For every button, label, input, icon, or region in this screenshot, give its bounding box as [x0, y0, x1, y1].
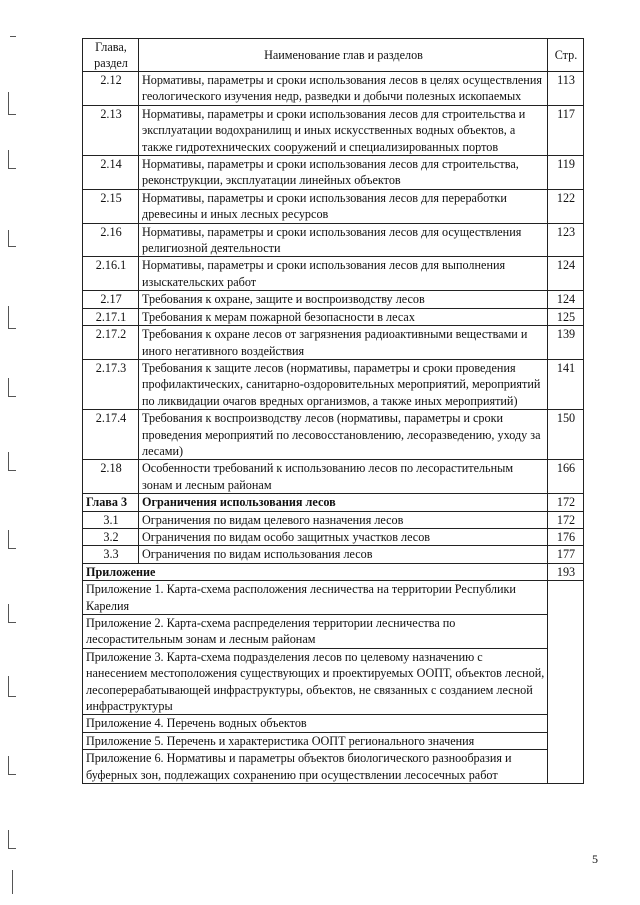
row-title: Требования к защите лесов (нормативы, параметры и сроки проведения профилактических, санитарно-оздоровительных мероприятий, мероприятий по ликвидации очагов вредных организмов, а также иных мероприятий) — [139, 359, 548, 409]
row-page: 150 — [548, 410, 584, 460]
table-row — [83, 257, 584, 291]
row-number: Глава 3 — [83, 494, 139, 511]
row-title: Требования к охране, защите и воспроизводству лесов — [139, 291, 548, 308]
scan-binding-marks — [0, 0, 30, 905]
row-title: Ограничения по видам использования лесов — [139, 546, 548, 563]
appendix-item: Приложение 2. Карта-схема распределения территории лесничества по лесорастительным зонам и лесным районам — [83, 615, 548, 649]
row-title: Нормативы, параметры и сроки использования лесов для осуществления религиозной деятельности — [139, 223, 548, 257]
page-number: 5 — [592, 852, 598, 866]
row-title: Нормативы, параметры и сроки использования лесов для переработки древесины и иных лесных ресурсов — [139, 189, 548, 223]
header-page: Стр. — [548, 39, 584, 72]
row-title: Ограничения использования лесов — [139, 494, 548, 511]
appendix-item: Приложение 6. Нормативы и параметры объектов биологического разнообразия и буферных зон, подлежащих сохранению при осуществлении лесосечных работ — [83, 750, 548, 784]
row-number: 3.2 — [83, 528, 139, 545]
row-number: 2.17.4 — [83, 410, 139, 460]
table-row — [83, 291, 584, 308]
row-page: 172 — [548, 494, 584, 511]
table-row — [83, 528, 584, 545]
table-row — [83, 156, 584, 190]
appendix-item-row — [83, 615, 584, 649]
appendix-title: Приложение — [83, 563, 548, 580]
row-number: 2.17.3 — [83, 359, 139, 409]
row-number: 2.18 — [83, 460, 139, 494]
row-title: Требования к охране лесов от загрязнения радиоактивными веществами и иного негативного воздействия — [139, 326, 548, 360]
table-row — [83, 223, 584, 257]
row-page: 172 — [548, 511, 584, 528]
row-number: 2.14 — [83, 156, 139, 190]
row-page: 177 — [548, 546, 584, 563]
appendix-title-row — [83, 563, 584, 580]
header-name: Наименование глав и разделов — [139, 39, 548, 72]
row-number: 3.1 — [83, 511, 139, 528]
row-number: 2.16.1 — [83, 257, 139, 291]
row-page: 141 — [548, 359, 584, 409]
table-row — [83, 546, 584, 563]
row-number: 2.12 — [83, 72, 139, 106]
row-title: Ограничения по видам особо защитных участков лесов — [139, 528, 548, 545]
appendix-item-row — [83, 715, 584, 732]
row-number: 2.15 — [83, 189, 139, 223]
header-row — [83, 39, 584, 72]
row-title: Нормативы, параметры и сроки использования лесов для строительства, реконструкции, эксплуатации линейных объектов — [139, 156, 548, 190]
row-page: 176 — [548, 528, 584, 545]
row-number: 2.17.2 — [83, 326, 139, 360]
appendix-item-row — [83, 750, 584, 784]
table-row — [83, 410, 584, 460]
row-title: Нормативы, параметры и сроки использования лесов для строительства и эксплуатации водохранилищ и иных искусственных водных объектов, а также гидротехнических сооружений и специализированных портов — [139, 105, 548, 155]
row-page: 125 — [548, 308, 584, 325]
row-page: 123 — [548, 223, 584, 257]
row-page: 119 — [548, 156, 584, 190]
row-number: 2.13 — [83, 105, 139, 155]
row-title: Нормативы, параметры и сроки использования лесов для выполнения изыскательских работ — [139, 257, 548, 291]
row-title: Ограничения по видам целевого назначения лесов — [139, 511, 548, 528]
appendix-item-row — [83, 732, 584, 749]
table-row — [83, 308, 584, 325]
appendix-item: Приложение 5. Перечень и характеристика ООПТ регионального значения — [83, 732, 548, 749]
table-row — [83, 494, 584, 511]
row-page: 124 — [548, 291, 584, 308]
row-title: Требования к мерам пожарной безопасности в лесах — [139, 308, 548, 325]
header-chapter: Глава, раздел — [83, 39, 139, 72]
table-row — [83, 72, 584, 106]
row-title: Требования к воспроизводству лесов (нормативы, параметры и сроки проведения мероприятий по лесовосстановлению, лесоразведению, уходу за лесами) — [139, 410, 548, 460]
appendix-page-cell — [548, 581, 584, 784]
row-page: 122 — [548, 189, 584, 223]
appendix-item: Приложение 1. Карта-схема расположения лесничества на территории Республики Карелия — [83, 581, 548, 615]
table-row — [83, 105, 584, 155]
row-page: 117 — [548, 105, 584, 155]
row-number: 2.17 — [83, 291, 139, 308]
appendix-page: 193 — [548, 563, 584, 580]
table-of-contents — [82, 38, 584, 784]
row-page: 166 — [548, 460, 584, 494]
row-number: 2.16 — [83, 223, 139, 257]
table-row — [83, 326, 584, 360]
row-number: 2.17.1 — [83, 308, 139, 325]
appendix-item: Приложение 4. Перечень водных объектов — [83, 715, 548, 732]
row-page: 139 — [548, 326, 584, 360]
appendix-item-row — [83, 648, 584, 715]
row-number: 3.3 — [83, 546, 139, 563]
table-row — [83, 189, 584, 223]
table-row — [83, 511, 584, 528]
row-page: 113 — [548, 72, 584, 106]
row-title: Нормативы, параметры и сроки использования лесов в целях осуществления геологического изучения недр, разведки и добычи полезных ископаемых — [139, 72, 548, 106]
row-title: Особенности требований к использованию лесов по лесорастительным зонам и лесным районам — [139, 460, 548, 494]
appendix-item: Приложение 3. Карта-схема подразделения лесов по целевому назначению с нанесением местоположения существующих и проектируемых ООПТ, объектов лесной, лесоперерабатывающей инфраструктуры, объектов, не связанных с созданием лесной инфраструктуры — [83, 648, 548, 715]
appendix-item-row — [83, 581, 584, 615]
table-row — [83, 359, 584, 409]
row-page: 124 — [548, 257, 584, 291]
table-row — [83, 460, 584, 494]
